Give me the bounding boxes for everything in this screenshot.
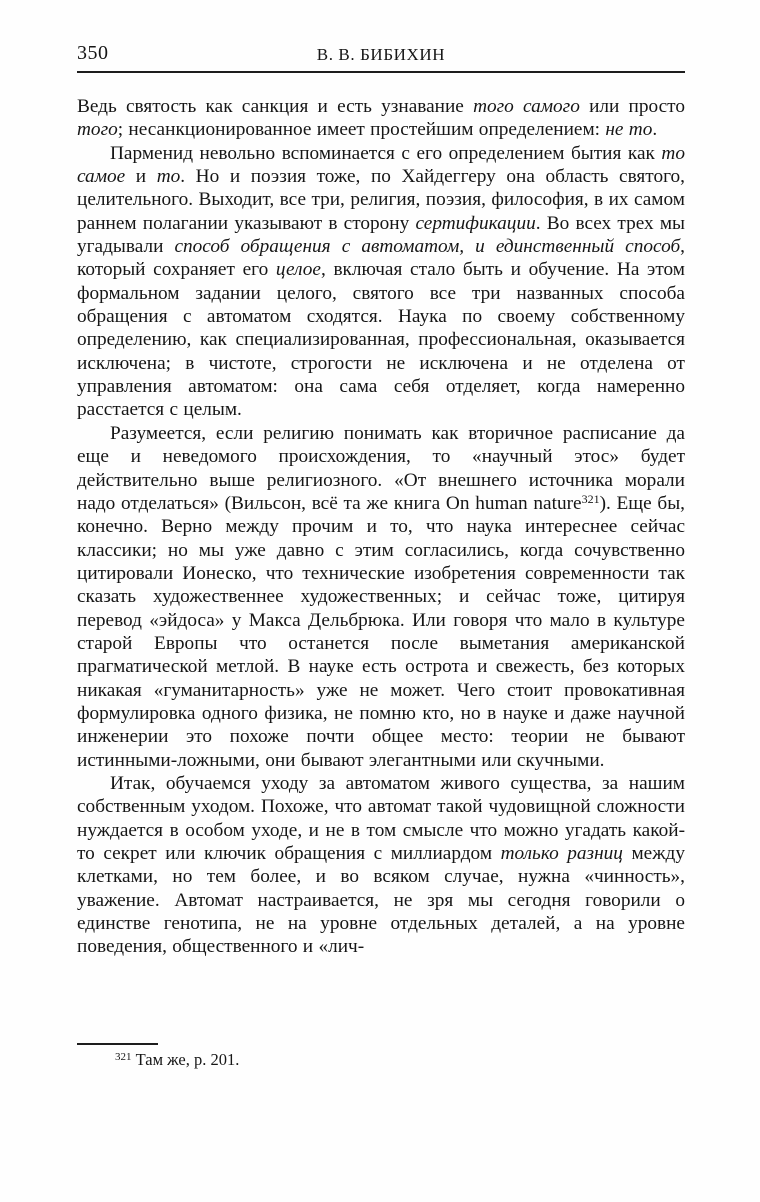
text-run: , включая стало быть и обучение. На этом формальном задании целого, святого все три названных способа обращения с автоматом сходятся. Наука по своему собственному определению, как специализированная, профессиональная, оказывается исключена; в чистоте, строгости не исключена и не отделена от управления автоматом: она сама себя отделяет, когда намеренно расстается с целым. — [77, 259, 685, 421]
page-number: 350 — [77, 42, 109, 64]
paragraph — [77, 142, 685, 422]
footnote-marker: 321 — [115, 1051, 132, 1063]
emphasis-text: сертификации — [415, 212, 536, 234]
footnote — [77, 1050, 685, 1070]
paragraph — [77, 95, 685, 142]
text-run: . Во всех трех мы угадывали — [77, 212, 686, 258]
emphasis-text: способ обращения с автоматом, и единственный способ — [174, 236, 681, 258]
footnote-reference: 321 — [581, 491, 600, 506]
text-run: . — [652, 119, 658, 141]
page-header — [77, 42, 685, 73]
text-run: Парменид невольно вспоминается с его определением бытия как — [110, 142, 662, 164]
body-text — [77, 95, 685, 959]
emphasis-text: того самого — [473, 96, 580, 117]
emphasis-text: только разниц — [500, 843, 623, 864]
text-run: , который сохраняет его — [77, 236, 685, 281]
text-run: ; несанкционированное имеет простейшим определением: — [117, 119, 606, 141]
text-run: ). Еще бы, конечно. Верно между прочим и то, что наука интереснее сейчас классики; но мы уже давно с этим согласились, когда сочувственно цитировали Ионеско, что технические изобретения современности так сказать художественнее художественных; и сейчас тоже, цитируя перевод «эйдоса» у Макса Дельбрюка. Или говоря что мало в культуре старой Европы что останется после выметания американской прагматической метлой. В науке есть острота и свежесть, без которых никакая «гуманитарность» уже не может. Чего стоит провокативная формулировка одного физика, не помню кто, но в науке и даже научной инженерии это похоже почти общее место: теории не бывают истинными-ложными, они бывают элегантными или скучными. — [77, 492, 685, 771]
text-run: и — [125, 166, 157, 188]
text-run: или просто — [579, 96, 685, 117]
footnote-rule — [77, 1043, 158, 1045]
text-run: между клетками, но тем более, и во всяком случае, нужна «чинность», уважение. Автомат настраивается, не зря мы сегодня говорили о единстве генотипа, не на уровне отдельных деталей, а на уровне поведения, общественного и «лич- — [77, 843, 685, 958]
text-run: Итак, обучаемся уходу за автоматом живого существа, за нашим собственным уходом. Похоже, что автомат такой чудовищной сложности нуждается в особом уходе, и не в том смысле что можно угадать какой-то секрет или ключик обращения с миллиардом — [77, 772, 685, 864]
paragraph — [77, 422, 685, 772]
emphasis-text: того — [77, 119, 118, 141]
emphasis-text: то — [156, 166, 181, 188]
text-run: Ведь святость как санкция и есть узнавание — [77, 96, 474, 117]
running-head: В. В. БИБИХИН — [316, 45, 446, 64]
emphasis-text: целое — [275, 259, 321, 281]
emphasis-text: не то — [605, 119, 653, 141]
footnote-text: Там же, p. 201. — [131, 1050, 240, 1069]
paragraph — [77, 772, 685, 959]
text-run: . Но и поэзия тоже, по Хайдеггеру она область святого, целительного. Выходит, все три, религия, поэзия, философия, в их самом раннем полагании указывают в сторону — [77, 166, 685, 234]
text-run: Разумеется, если религию понимать как вторичное расписание да еще и неведомого происхождения, то «научный этос» будет действительно выше религиозного. «От внешнего источника морали надо отделаться» (Вильсон, всё та же книга On human nature — [77, 422, 685, 514]
emphasis-text: то самое — [77, 142, 685, 188]
footnote-block — [77, 1043, 685, 1070]
